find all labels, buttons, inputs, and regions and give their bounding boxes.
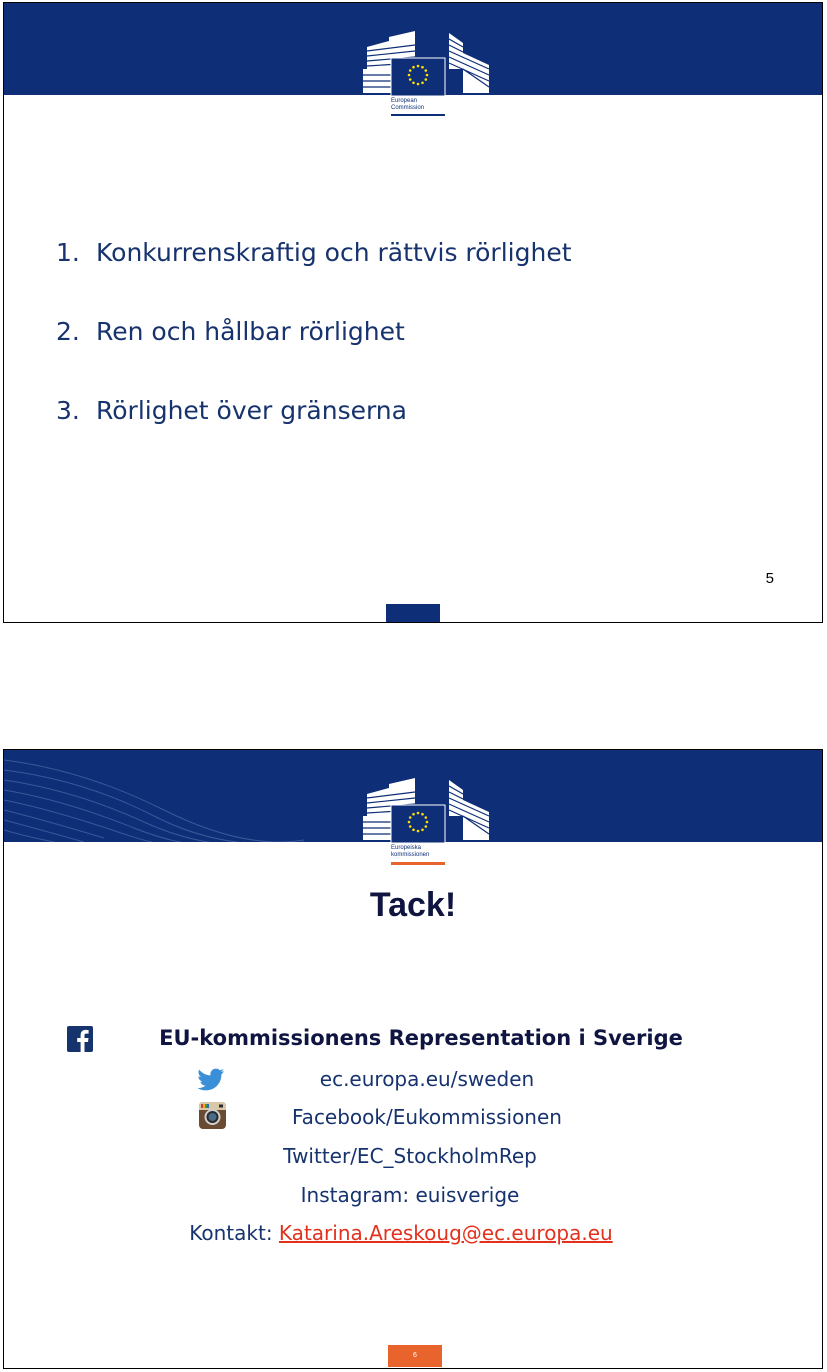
logo-underline <box>391 862 445 865</box>
logo-text-line1: Europeiska <box>391 845 422 851</box>
eu-flag-icon <box>391 58 445 96</box>
eu-flag-icon <box>391 805 445 843</box>
logo-text-line2: kommissionen <box>391 852 430 858</box>
logo-underline <box>391 114 445 116</box>
contact-email-link[interactable]: Katarina.Areskoug@ec.europa.eu <box>278 1221 613 1245</box>
list-item <box>56 238 572 317</box>
list-item <box>56 396 572 475</box>
list-text: Rörlighet över gränserna <box>96 396 407 425</box>
instagram-text: Instagram: euisverige <box>300 1183 520 1207</box>
website-text: ec.europa.eu/sweden <box>319 1067 535 1091</box>
list-number: 2. <box>56 317 80 346</box>
footer-tab <box>386 604 440 622</box>
logo-text-line2: Commission <box>391 105 425 111</box>
twitter-text: Twitter/EC_StockholmRep <box>283 1144 537 1168</box>
contact-heading: EU-kommissionens Representation i Sverige <box>159 1026 683 1050</box>
list-text: Konkurrenskraftig och rättvis rörlighet <box>96 238 572 267</box>
list-number: 3. <box>56 396 80 425</box>
page-number: 6 <box>388 1345 442 1367</box>
slide-5 <box>3 2 823 623</box>
slide-title: Tack! <box>369 886 457 924</box>
logo-text-line1: European <box>391 98 418 104</box>
list-number: 1. <box>56 238 80 267</box>
page-number: 5 <box>765 570 774 587</box>
list-item <box>56 317 572 396</box>
contact-line <box>3 1221 810 1245</box>
list-text: Ren och hållbar rörlighet <box>96 317 405 346</box>
facebook-text: Facebook/Eukommissionen <box>292 1105 562 1129</box>
priority-list <box>56 238 572 475</box>
european-commission-logo <box>359 25 493 123</box>
banner-wave-decoration <box>4 750 304 842</box>
contact-label: Kontakt: <box>189 1221 273 1245</box>
slide-6 <box>3 749 823 1369</box>
